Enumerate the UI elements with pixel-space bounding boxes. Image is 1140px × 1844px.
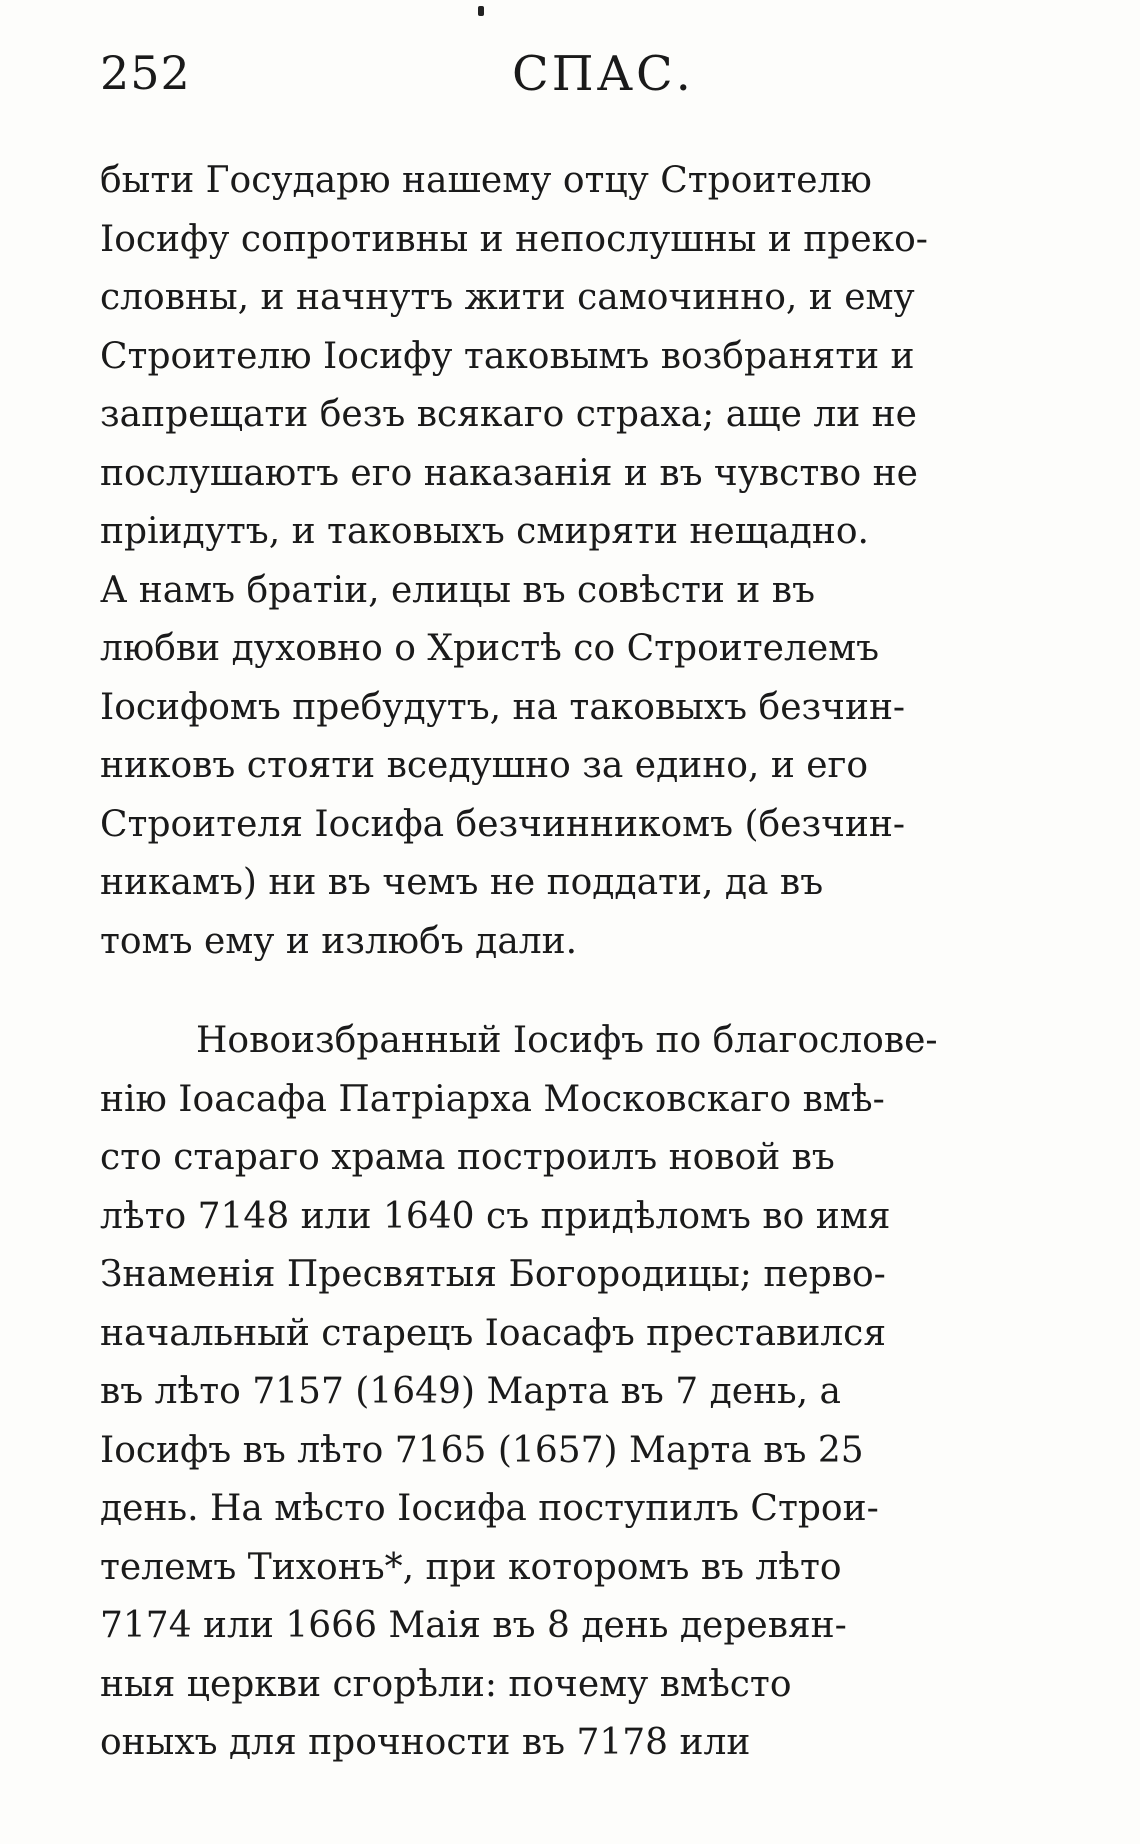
text-line: словны, и начнутъ жити самочинно, и ему [100, 277, 915, 318]
text-line: оныхъ для прочности въ 7178 или [100, 1722, 751, 1763]
text-line: Знаменія Пресвятыя Богородицы; перво- [100, 1254, 886, 1295]
page-header [100, 46, 1000, 116]
text-line: послушаютъ его наказанія и въ чувство не [100, 452, 918, 494]
paragraph-1 [100, 152, 1080, 971]
text-line: пріидутъ, и таковыхъ смиряти нещадно. [100, 511, 869, 552]
paragraph-2 [100, 1012, 1078, 1773]
text-line: лѣто 7148 или 1640 съ придѣломъ во имя [100, 1195, 891, 1237]
text-line: сто стараго храма построилъ новой въ [100, 1137, 835, 1178]
text-line: Строителю Іосифу таковымъ возбраняти и [100, 335, 915, 377]
ink-mark [478, 6, 484, 16]
text-line: телемъ Тихонъ*, при которомъ въ лѣто [100, 1546, 842, 1588]
text-line: быти Государю нашему отцу Строителю [100, 160, 872, 201]
text-line: нію Іоасафа Патріарха Московскаго вмѣ- [100, 1078, 885, 1120]
text-line: никовъ стояти вседушно за едино, и его [100, 745, 869, 786]
text-line: Іосифомъ пребудутъ, на таковыхъ безчин- [100, 686, 906, 728]
text-line: Іосифъ въ лѣто 7165 (1657) Марта въ 25 [100, 1429, 864, 1471]
text-line: начальный старецъ Іоасафъ преставился [100, 1312, 887, 1354]
text-line: Іосифу сопротивны и непослушны и преко- [100, 218, 928, 260]
running-title: СПАС. [512, 46, 694, 102]
text-line: томъ ему и излюбъ дали. [100, 920, 578, 962]
text-line: ныя церкви сгорѣли: почему вмѣсто [100, 1663, 792, 1705]
text-line: Строителя Іосифа безчинникомъ (безчин- [100, 803, 906, 845]
text-line: въ лѣто 7157 (1649) Марта въ 7 день, а [100, 1371, 842, 1412]
text-line: 7174 или 1666 Маія въ 8 день деревян- [100, 1605, 847, 1646]
text-line: любви духовно о Христѣ со Строителемъ [100, 628, 880, 669]
text-line: день. На мѣсто Іосифа поступилъ Строи- [100, 1488, 879, 1529]
text-line: запрещати безъ всякаго страха; аще ли не [100, 394, 917, 435]
text-line: никамъ) ни въ чемъ не поддати, да въ [100, 862, 824, 903]
text-line: Новоизбранный Іосифъ по благослове- [196, 1020, 938, 1061]
page-number: 252 [100, 46, 191, 100]
text-line: А намъ братіи, елицы въ совѣсти и въ [100, 569, 815, 611]
